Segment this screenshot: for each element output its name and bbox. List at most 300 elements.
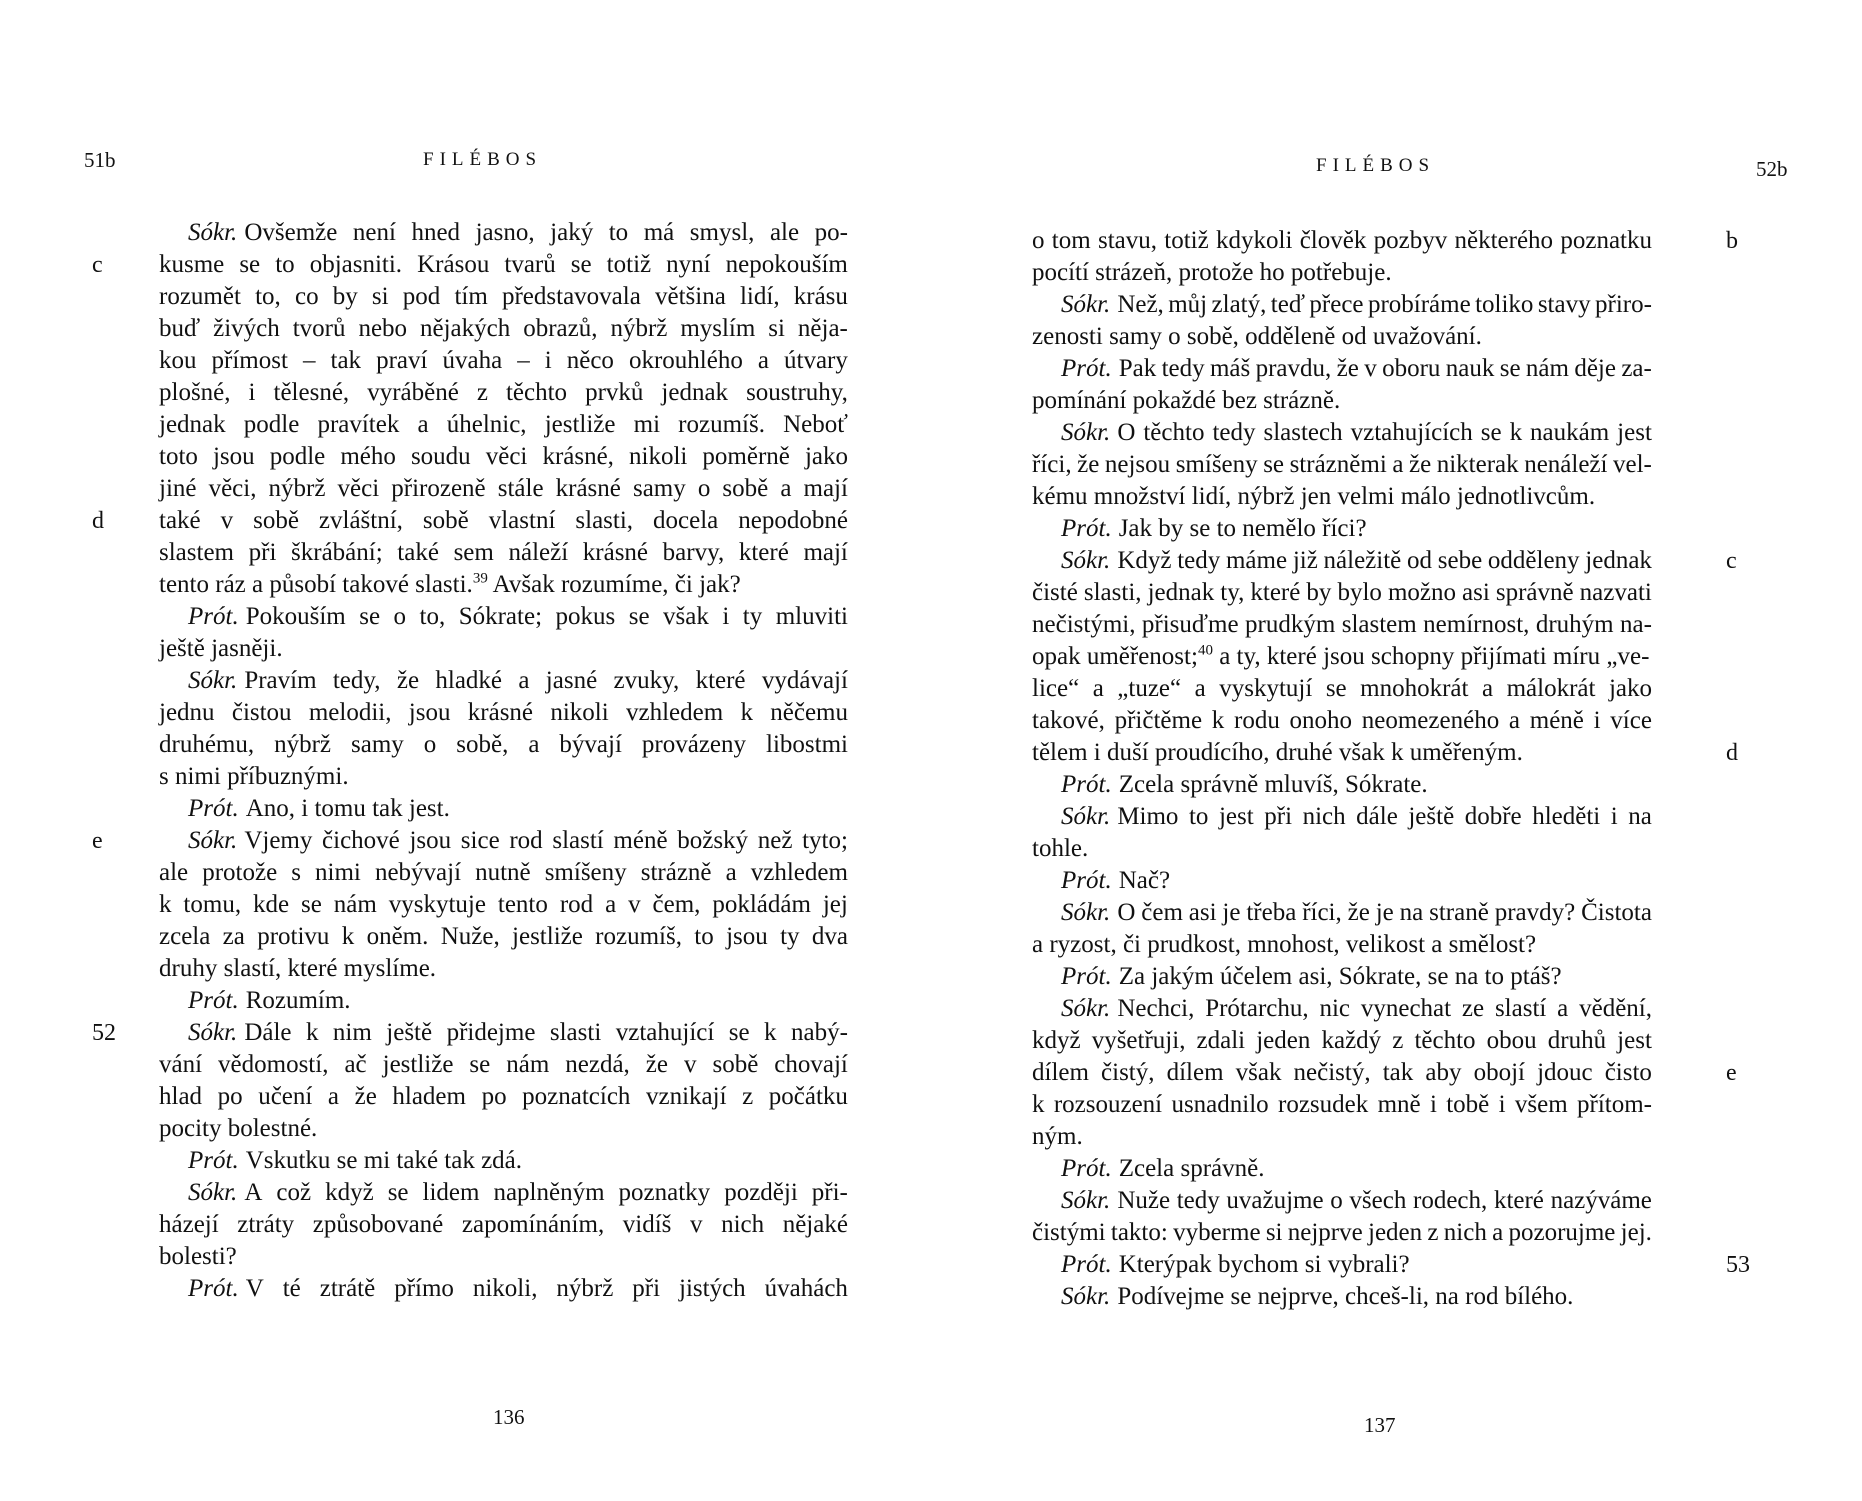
line-text: Nuže tedy uvažujme o všech rodech, které nazýváme — [1117, 1187, 1652, 1214]
word: si — [371, 283, 389, 310]
word: rozumíš, — [595, 923, 682, 950]
word: aby — [1425, 1059, 1462, 1086]
word: rod — [559, 891, 594, 918]
word: pozorujme — [1508, 1219, 1616, 1246]
text-line — [1032, 385, 1652, 417]
word: toto — [159, 443, 198, 470]
word: sobě — [422, 507, 469, 534]
word: k — [1032, 1091, 1045, 1118]
word: se — [239, 251, 261, 278]
line-text: Ano, i tomu tak jest. — [245, 795, 450, 822]
text-line — [159, 281, 848, 313]
word: kou — [159, 347, 197, 374]
word: smíšeny — [544, 859, 627, 886]
word: krásné — [467, 699, 534, 726]
word: se — [301, 891, 322, 918]
word: a — [780, 475, 792, 502]
speaker-label: Sókr. — [1061, 1187, 1111, 1214]
line-text: Mimo to jest při nich dále ještě dobře hleděti i na — [1117, 803, 1652, 830]
word: prvků — [585, 379, 644, 406]
word: pozbyv — [1373, 227, 1448, 254]
word: hladem — [392, 1083, 466, 1110]
word: nejprve — [1287, 1219, 1363, 1246]
word: škrábání; — [291, 539, 383, 566]
word: slastem — [1341, 611, 1417, 638]
word: tvorů — [292, 315, 346, 342]
word: jestliže — [544, 411, 616, 438]
word: mají — [803, 475, 848, 502]
speaker-label: Sókr. — [188, 1019, 238, 1046]
word: že — [1408, 451, 1432, 478]
word: méně — [1529, 707, 1584, 734]
word: něčemu — [770, 699, 848, 726]
word: onoho — [1289, 707, 1353, 734]
line-text: Zcela správně mluvíš, Sókrate. — [1118, 771, 1428, 798]
word: neomezeného — [1361, 707, 1500, 734]
text-line — [1032, 449, 1652, 481]
word: druhým — [1535, 611, 1614, 638]
word: nám — [506, 1051, 550, 1078]
text-line — [159, 729, 848, 761]
text-line — [1032, 769, 1652, 801]
word: Neboť — [783, 411, 848, 438]
word: vyskytuje — [388, 891, 486, 918]
word: těchto — [505, 379, 568, 406]
stephanus-reference: 52b — [1756, 157, 1788, 181]
line-text: Pokouším se o to, Sókrate; pokus se však i ty mluviti — [245, 603, 848, 630]
line-text: bolesti? — [159, 1243, 237, 1270]
word: rozumíš. — [678, 411, 765, 438]
text-line — [159, 825, 848, 857]
word: k — [341, 923, 355, 950]
text-line — [159, 569, 848, 601]
word: čistý, — [1101, 1059, 1155, 1086]
text-line — [159, 217, 848, 249]
word: ale — [159, 859, 189, 886]
text-line — [1032, 609, 1652, 641]
word: představovala — [501, 283, 641, 310]
word: mého — [340, 443, 396, 470]
word: počátku — [768, 1083, 848, 1110]
word: pokládám — [712, 891, 811, 918]
word: o — [1032, 227, 1045, 254]
word: čistými — [1032, 1219, 1106, 1246]
word: zvláštní, — [318, 507, 403, 534]
right-body-text — [1032, 225, 1652, 1313]
word: nebo — [358, 315, 408, 342]
word: kdykoli — [1216, 227, 1293, 254]
word: nikterak — [1436, 451, 1519, 478]
speaker-label: Sókr. — [1061, 1283, 1111, 1310]
word: Krásou — [417, 251, 490, 278]
text-line — [159, 697, 848, 729]
word: bylo — [1337, 579, 1382, 606]
word: jeden — [1368, 1219, 1423, 1246]
word: když — [1032, 1027, 1081, 1054]
word: soustruhy, — [746, 379, 848, 406]
text-line — [1032, 993, 1652, 1025]
line-text: A což když se lidem naplněným poznatky později při- — [244, 1179, 848, 1206]
stephanus-reference: 51b — [84, 148, 116, 172]
margin-marker: c — [1726, 548, 1737, 574]
word: říci, — [1032, 451, 1072, 478]
word: si — [1265, 1219, 1283, 1246]
word: jeden — [1256, 1027, 1311, 1054]
word: jestliže — [512, 923, 583, 950]
line-text: Zcela správně. — [1118, 1155, 1265, 1182]
speaker-label: Sókr. — [188, 1179, 238, 1206]
word: však — [1235, 1059, 1282, 1086]
speaker-label: Prót. — [1061, 1251, 1112, 1278]
word: chovají — [774, 1051, 848, 1078]
word: mají — [803, 539, 848, 566]
word: vlastní — [488, 507, 556, 534]
word: že — [354, 1083, 377, 1110]
word: si — [768, 315, 785, 342]
word: slastem — [159, 539, 234, 566]
word: tím — [454, 283, 488, 310]
word: mnohokrát — [1360, 675, 1469, 702]
speaker-label: Prót. — [1061, 355, 1112, 382]
line-text: Vskutku se mi také tak zdá. — [245, 1147, 523, 1174]
word: úhelnic, — [446, 411, 527, 438]
word: živých — [213, 315, 280, 342]
word: rodu — [1234, 707, 1280, 734]
word: lidí, — [739, 283, 780, 310]
word: asi — [1462, 579, 1490, 606]
word: po — [217, 1083, 243, 1110]
line-text: pomínání pokaždé bez strázně. — [1032, 387, 1341, 414]
text-line — [159, 441, 848, 473]
word: možno — [1387, 579, 1456, 606]
word: jsou — [408, 699, 451, 726]
margin-marker: b — [1726, 228, 1738, 254]
text-line — [1032, 1153, 1652, 1185]
word: v — [683, 1051, 697, 1078]
word: takto: — [1110, 1219, 1168, 1246]
word: prudkým — [1245, 611, 1336, 638]
word: a — [757, 347, 769, 374]
word: všem — [1514, 1091, 1568, 1118]
text-line — [159, 889, 848, 921]
word: jsou — [212, 443, 255, 470]
running-title: FILÉBOS — [423, 149, 543, 170]
text-line — [1032, 225, 1652, 257]
word: barvy, — [662, 539, 725, 566]
word: – — [302, 347, 316, 374]
footnote-ref: 40 — [1197, 642, 1213, 659]
line-text: Pak tedy máš pravdu, že v oboru nauk se nám děje za- — [1118, 355, 1652, 382]
text-line — [1032, 833, 1652, 865]
speaker-label: Prót. — [188, 795, 239, 822]
word: přičtěme — [1114, 707, 1203, 734]
word: nejsou — [1104, 451, 1171, 478]
text-line — [159, 313, 848, 345]
word: za — [222, 923, 245, 950]
word: sobě — [712, 1051, 759, 1078]
word: o — [423, 731, 437, 758]
word: dílem — [1032, 1059, 1089, 1086]
word: při — [248, 539, 277, 566]
text-line — [159, 953, 848, 985]
word: se — [1325, 675, 1347, 702]
word: i — [1429, 1091, 1437, 1118]
word: jiné — [159, 475, 197, 502]
word: vidíš — [622, 1211, 672, 1238]
word: jest — [1617, 1027, 1652, 1054]
word: jsou — [726, 923, 768, 950]
word: ač — [344, 1051, 367, 1078]
word: každý — [1321, 1027, 1382, 1054]
word: rozsouzení — [1053, 1091, 1163, 1118]
word: některého — [1454, 227, 1554, 254]
word: objasniti. — [309, 251, 403, 278]
word: přisuďme — [1141, 611, 1239, 638]
word: nezdá, — [565, 1051, 630, 1078]
word: přímost — [211, 347, 288, 374]
margin-marker: d — [92, 508, 104, 534]
text-line — [159, 1145, 848, 1177]
speaker-label: Prót. — [188, 1147, 239, 1174]
line-text: Za jakým účelem asi, Sókrate, se na to ptáš? — [1118, 963, 1562, 990]
running-title: FILÉBOS — [1316, 155, 1436, 176]
word: protivu — [257, 923, 330, 950]
word: vzhledem — [750, 859, 848, 886]
word: krásu — [793, 283, 848, 310]
speaker-label: Sókr. — [188, 219, 238, 246]
word: – — [517, 347, 530, 374]
text-line — [1032, 513, 1652, 545]
speaker-label: Sókr. — [1061, 803, 1111, 830]
word: kde — [253, 891, 290, 918]
word: obrazů, — [523, 315, 598, 342]
word: bývají — [559, 731, 622, 758]
word: něja- — [797, 315, 848, 342]
word: nýbrž — [274, 731, 332, 758]
text-line — [159, 921, 848, 953]
text-line — [1032, 257, 1652, 289]
word: vel- — [1613, 451, 1652, 478]
speaker-label: Prót. — [188, 603, 239, 630]
text-line — [1032, 961, 1652, 993]
line-text: tento ráz a působí takové slasti.$^{39}$ Avšak rozumíme, či jak? — [159, 570, 741, 598]
speaker-label: Prót. — [1061, 515, 1112, 542]
word: i — [1498, 1091, 1506, 1118]
word: zdali — [1196, 1027, 1246, 1054]
word: hlad — [159, 1083, 203, 1110]
word: docela — [653, 507, 719, 534]
word: tobě — [1446, 1091, 1490, 1118]
text-line — [1032, 641, 1652, 673]
word: a — [1392, 451, 1404, 478]
word: věci — [337, 475, 380, 502]
word: oněm. — [366, 923, 429, 950]
word: v — [220, 507, 234, 534]
line-text: Nač? — [1118, 867, 1171, 894]
word: strázněmi — [1289, 451, 1387, 478]
word: a — [605, 891, 617, 918]
word: by — [1306, 579, 1332, 606]
line-text: Než, můj zlatý, teď přece probíráme toliko stavy přiro- — [1117, 291, 1652, 318]
margin-marker: e — [1726, 1060, 1737, 1086]
word: plošné, — [159, 379, 231, 406]
speaker-label: Sókr. — [1061, 291, 1111, 318]
line-text: Ovšemže není hned jasno, jaký to má smysl, ale po- — [244, 219, 848, 246]
word: o — [697, 475, 711, 502]
footnote-ref: 39 — [472, 570, 488, 587]
line-text: V té ztrátě přímo nikoli, nýbrž při jistých úvahách — [245, 1275, 848, 1302]
margin-marker: 53 — [1726, 1252, 1750, 1278]
line-text: a ryzost, či prudkost, mnohost, velikost a smělost? — [1032, 931, 1537, 958]
line-text: tělem i duší proudícího, druhé však k uměřeným. — [1032, 739, 1523, 766]
text-line — [1032, 1217, 1652, 1249]
word: tomu, — [183, 891, 242, 918]
speaker-label: Sókr. — [188, 827, 238, 854]
word: náleží — [508, 539, 569, 566]
word: jestliže — [382, 1051, 454, 1078]
margin-marker: c — [92, 252, 103, 278]
word: které — [738, 539, 789, 566]
word: nemírnost, — [1423, 611, 1530, 638]
word: s — [291, 859, 301, 886]
word: úvaha — [442, 347, 503, 374]
word: vědomostí, — [218, 1051, 329, 1078]
word: které — [1250, 579, 1301, 606]
text-line — [159, 601, 848, 633]
text-line — [1032, 1249, 1652, 1281]
word: slasti, — [575, 507, 634, 534]
text-line — [159, 1081, 848, 1113]
speaker-label: Prót. — [1061, 771, 1112, 798]
word: zcela — [159, 923, 211, 950]
word: a — [725, 859, 737, 886]
text-line — [1032, 353, 1652, 385]
word: nich — [721, 1211, 765, 1238]
word: jdouc — [1537, 1059, 1593, 1086]
word: krásné — [555, 475, 621, 502]
text-line — [1032, 289, 1652, 321]
word: útvary — [784, 347, 848, 374]
line-text: Podívejme se nejprve, chceš-li, na rod bílého. — [1117, 1283, 1574, 1310]
word: po — [481, 1083, 507, 1110]
word: v — [628, 891, 641, 918]
line-text: zenosti samy o sobě, odděleně od uvažování. — [1032, 323, 1482, 350]
text-line — [1032, 1281, 1652, 1313]
word: buď — [159, 315, 201, 342]
word: slasti, — [1083, 579, 1142, 606]
word: sobě — [722, 475, 769, 502]
word: přítom- — [1577, 1091, 1652, 1118]
line-text: Vjemy čichové jsou sice rod slastí méně božský než tyto; — [244, 827, 848, 854]
text-line — [1032, 481, 1652, 513]
word: vyskytují — [1219, 675, 1313, 702]
word: tvarů — [504, 251, 556, 278]
word: a — [417, 411, 429, 438]
text-line — [159, 377, 848, 409]
word: nýbrž — [610, 315, 668, 342]
word: z — [742, 1083, 754, 1110]
text-line — [1032, 417, 1652, 449]
speaker-label: Sókr. — [1061, 899, 1111, 926]
word: poznatku — [1560, 227, 1652, 254]
word: k — [740, 699, 753, 726]
word: věci — [485, 443, 528, 470]
word: nebývají — [374, 859, 462, 886]
word: nazvati — [1579, 579, 1652, 606]
word: strázně — [640, 859, 712, 886]
word: málokrát — [1506, 675, 1596, 702]
word: nutně — [475, 859, 531, 886]
speaker-label: Prót. — [188, 1275, 239, 1302]
word: něco — [566, 347, 614, 374]
word: jako — [1608, 675, 1652, 702]
word: těchto — [1414, 1027, 1476, 1054]
word: rozsudek — [1278, 1091, 1369, 1118]
word: nýbrž — [268, 475, 326, 502]
word: pod — [402, 283, 441, 310]
word: a — [327, 1083, 340, 1110]
word: soudu — [410, 443, 471, 470]
word: lice“ — [1032, 675, 1080, 702]
word: a — [1508, 707, 1521, 734]
word: nepodobné — [738, 507, 848, 534]
word: k — [1211, 707, 1225, 734]
text-line — [159, 537, 848, 569]
word: ty, — [1220, 579, 1245, 606]
word: stavu, — [1097, 227, 1157, 254]
line-text: kému množství lidí, nýbrž jen velmi málo jednotlivcům. — [1032, 483, 1596, 510]
word: z — [1392, 1027, 1404, 1054]
line-text: tohle. — [1032, 835, 1089, 862]
word: podle — [243, 411, 300, 438]
speaker-label: Prót. — [1061, 963, 1112, 990]
word: sobě — [253, 507, 299, 534]
text-line — [1032, 865, 1652, 897]
text-line — [1032, 1025, 1652, 1057]
word: se — [1263, 451, 1285, 478]
line-text: opak uměřenost;$^{40}$ a ty, které jsou schopny přijímati míru „ve- — [1032, 642, 1650, 670]
word: obojí — [1473, 1059, 1525, 1086]
line-text: O čem asi je třeba říci, že je na straně pravdy? Čistota — [1117, 899, 1652, 926]
word: více — [1610, 707, 1652, 734]
word: vznikají — [646, 1083, 727, 1110]
text-line — [1032, 929, 1652, 961]
text-line — [1032, 321, 1652, 353]
speaker-label: Prót. — [188, 987, 239, 1014]
word: to — [275, 251, 295, 278]
text-line — [1032, 1185, 1652, 1217]
word: způsobované — [312, 1211, 444, 1238]
line-text: pocítí strázeň, protože ho potřebuje. — [1032, 259, 1392, 286]
word: nečistými, — [1032, 611, 1136, 638]
text-line — [1032, 737, 1652, 769]
word: nikoli — [550, 699, 609, 726]
word: a — [1194, 675, 1206, 702]
line-text: druhy slastí, které myslíme. — [159, 955, 437, 982]
word: melodii, — [308, 699, 392, 726]
word: a — [1481, 675, 1494, 702]
line-text: Když tedy máme již náležitě od sebe odděleny jednak — [1117, 547, 1652, 574]
word: zapomínáním, — [461, 1211, 605, 1238]
word: jednu — [159, 699, 215, 726]
word: nich — [1443, 1219, 1487, 1246]
word: i — [1593, 707, 1601, 734]
line-text: Nechci, Prótarchu, nic vynechat ze slastí a vědění, — [1117, 995, 1652, 1022]
margin-marker: 52 — [92, 1020, 116, 1046]
word: provázeny — [641, 731, 747, 758]
word: by — [332, 283, 358, 310]
text-line — [159, 857, 848, 889]
